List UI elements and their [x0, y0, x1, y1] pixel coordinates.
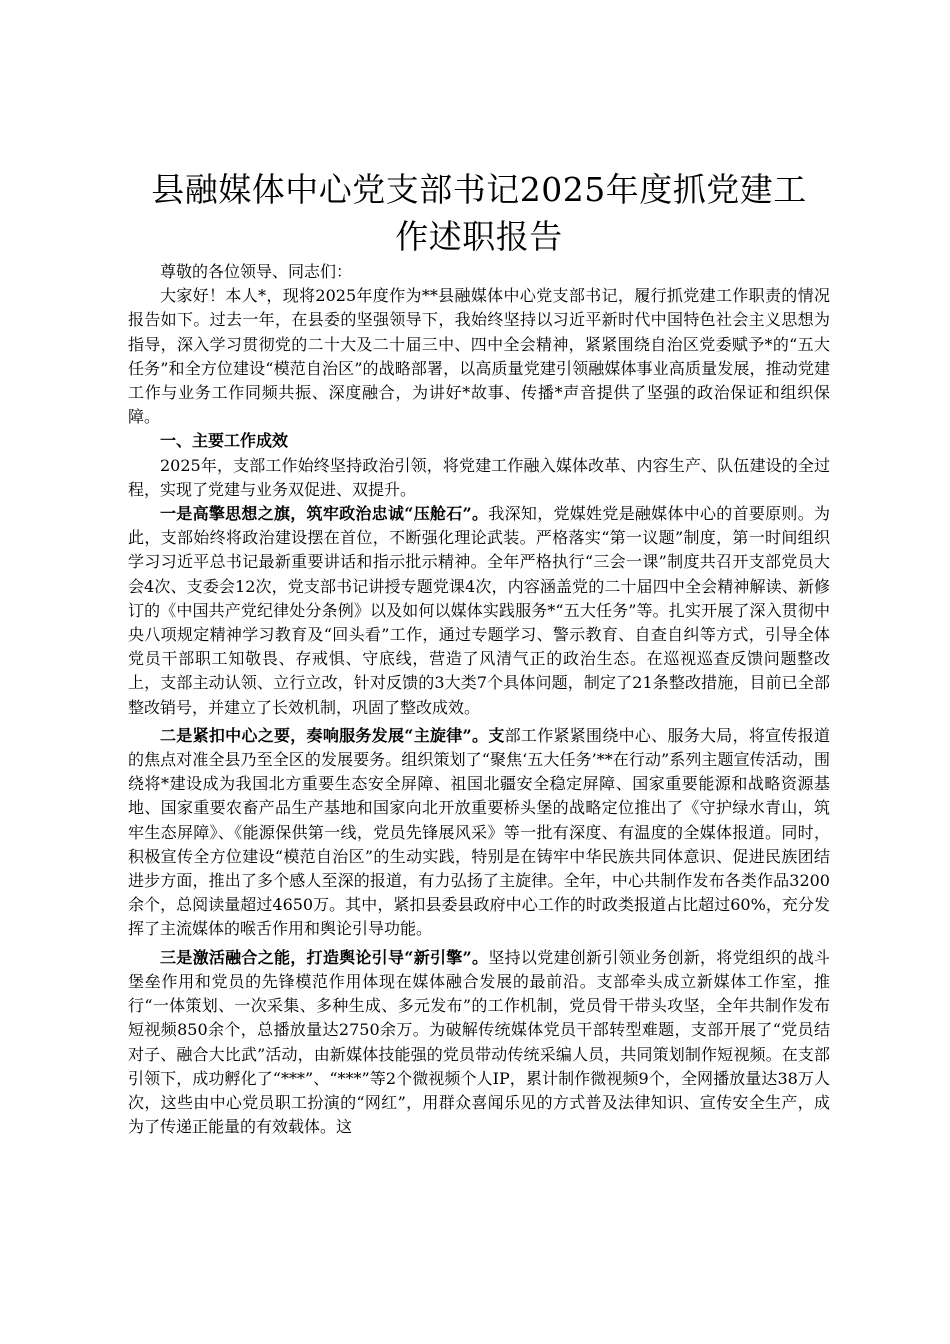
- item-body-2: 部工作紧紧围绕中心、服务大局，将宣传报道的焦点对准全县乃至全区的发展要务。组织策划了“聚焦‘五大任务’**在行动”系列主题宣传活动，围绕将*建设成为我国北方重要生态安全屏障、祖国北疆安全稳定屏障、国家重要能源和战略资源基地、国家重要农畜产品生产基地和国家向北开放重要桥头堡的战略定位推出了《守护绿水青山，筑牢生态屏障》、《能源保供第一线，党员先锋展风采》等一批有深度、有温度的全媒体报道。同时，积极宣传全方位建设“模范自治区”的生动实践，特别是在铸牢中华民族共同体意识、促进民族团结进步方面，推出了多个感人至深的报道，有力弘扬了主旋律。全年，中心共制作发布各类作品3200余个，总阅读量超过4650万。其中，紧扣县委县政府中心工作的时政类报道占比超过60%，充分发挥了主流媒体的喉舌作用和舆论引导功能。: [128, 725, 830, 939]
- item-paragraph-3: [128, 946, 830, 1140]
- document-page: [128, 166, 830, 1139]
- intro-paragraph: 大家好！本人*，现将2025年度作为**县融媒体中心党支部书记，履行抓党建工作职责的情况报告如下。过去一年，在县委的坚强领导下，我始终坚持以习近平新时代中国特色社会主义思想为指导，深入学习贯彻党的二十大及二十届三中、四中全会精神，紧紧围绕自治区党委赋予*的“五大任务”和全方位建设“模范自治区”的战略部署，以高质量党建引领融媒体事业高质量发展，推动党建工作与业务工作同频共振、深度融合，为讲好*故事、传播*声音提供了坚强的政治保证和组织保障。: [128, 286, 830, 427]
- item-paragraph-1: [128, 502, 830, 720]
- title-line-1: 县融媒体中心党支部书记2025年度抓党建工: [151, 170, 807, 209]
- document-title: [128, 166, 830, 260]
- section-intro-paragraph: 2025年，支部工作始终坚持政治引领，将党建工作融入媒体改革、内容生产、队伍建设的全过程，实现了党建与业务双促进、双提升。: [128, 455, 830, 499]
- item-lead-3: 三是激活融合之能，打造舆论引导“新引擎”。: [160, 947, 489, 967]
- item-body-1: 我深知，党媒姓党是融媒体中心的首要原则。为此，支部始终将政治建设摆在首位，不断强化理论武装。严格落实“第一议题”制度，第一时间组织学习习近平总书记最新重要讲话和指示批示精神。全年严格执行“三会一课”制度共召开支部党员大会4次、支委会12次，党支部书记讲授专题党课4次，内容涵盖党的二十届四中全会精神解读、新修订的《中国共产党纪律处分条例》以及如何以媒体实践服务*“五大任务”等。扎实开展了深入贯彻中央八项规定精神学习教育及“回头看”工作，通过专题学习、警示教育、自查自纠等方式，引导全体党员干部职工知敬畏、存戒惧、守底线，营造了风清气正的政治生态。在巡视巡查反馈问题整改上，支部主动认领、立行立改，针对反馈的3大类7个具体问题，制定了21条整改措施，目前已全部整改销号，并建立了长效机制，巩固了整改成效。: [128, 504, 830, 717]
- item-lead-2: 二是紧扣中心之要，奏响服务发展“主旋律”。支: [160, 725, 505, 745]
- document-body: [128, 260, 830, 1139]
- section-heading: 一、主要工作成效: [160, 431, 289, 451]
- item-lead-1: 一是高擎思想之旗，筑牢政治忠诚“压舱石”。: [160, 504, 489, 524]
- title-line-2: 作述职报告: [395, 217, 563, 256]
- item-paragraph-2: [128, 724, 830, 942]
- salutation: 尊敬的各位领导、同志们：: [160, 262, 353, 281]
- item-body-3: 坚持以党建创新引领业务创新，将党组织的战斗堡垒作用和党员的先锋模范作用体现在媒体融合发展的最前沿。支部牵头成立新媒体工作室，推行“一体策划、一次采集、多种生成、多元发布”的工作机制，党员骨干带头攻坚，全年共制作发布短视频850余个，总播放量达2750余万。为破解传统媒体党员干部转型难题，支部开展了“党员结对子、融合大比武”活动，由新媒体技能强的党员带动传统采编人员，共同策划制作短视频。在支部引领下，成功孵化了“***”、“***”等2个微视频个人IP，累计制作微视频9个，全网播放量达38万人次，这些由中心党员职工扮演的“网红”，用群众喜闻乐见的方式普及法律知识、宣传安全生产，成为了传递正能量的有效载体。这: [128, 947, 830, 1137]
